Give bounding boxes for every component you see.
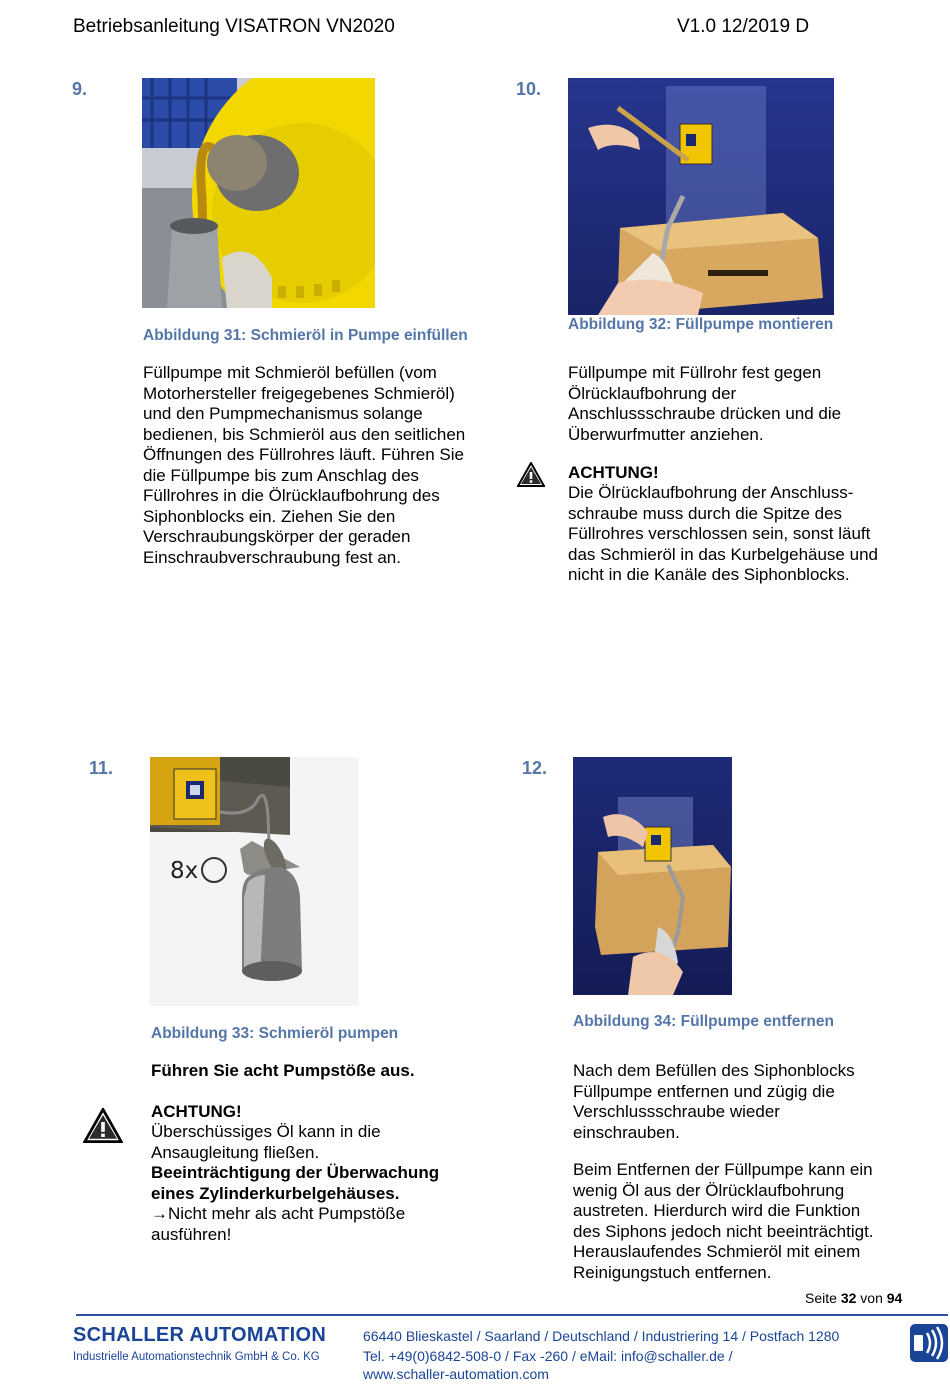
- document-version: V1.0 12/2019 D: [677, 16, 810, 37]
- company-subtitle: Industrielle Automationstechnik GmbH & Co. KG: [73, 1351, 320, 1363]
- pump-count-label: 8x: [170, 858, 199, 884]
- step-12-text: Nach dem Befüllen des Siphonblocks Füllpumpe entfernen und zügig die Verschlussschraube wieder einschrauben.: [573, 1061, 855, 1142]
- step-number-11: 11.: [89, 758, 114, 778]
- step-12-text-2: Beim Entfernen der Füllpumpe kann ein wenig Öl aus der Ölrücklaufbohrung austreten. Hierdurch wird die Funktion des Siphons jedoch nicht beeinträchtigt. Herauslaufendes Schmieröl mit einem Reinigungstuch entfernen.: [573, 1160, 874, 1282]
- warning-icon: [517, 462, 545, 487]
- page-number: Seite 32 von 94: [805, 1290, 903, 1306]
- step-11-warning-title: ACHTUNG!: [151, 1102, 242, 1121]
- footer-divider: [76, 1314, 948, 1316]
- step-10-warning-text: Die Ölrücklaufbohrung der Anschluss- schraube muss durch die Spitze des Füllrohres verschlossen sein, sonst läuft das Schmieröl in das Kurbelgehäuse und nicht in die Kanäle des Siphonblocks.: [568, 483, 878, 584]
- figure-caption-32: Abbildung 32: Füllpumpe montieren: [568, 316, 834, 333]
- step-10-warning-title: ACHTUNG!: [568, 463, 659, 482]
- step-11-warning-text: Überschüssiges Öl kann in die Ansaugleitung fließen. Beeinträchtigung der Überwachung eines Zylinderkurbelgehäuses. →Nicht mehr als acht Pumpstöße ausführen!: [151, 1122, 440, 1244]
- step-number-10: 10.: [516, 79, 542, 99]
- photo-pump-oil: [150, 757, 359, 1006]
- photo-remove-fill-pump: [573, 757, 732, 995]
- footer-contact: Tel. +49(0)6842-508-0 / Fax -260 / eMail: info@schaller.de /: [363, 1348, 733, 1364]
- schaller-logo-icon: [909, 1323, 949, 1363]
- figure-caption-33: Abbildung 33: Schmieröl pumpen: [151, 1025, 399, 1042]
- step-number-12: 12.: [522, 758, 548, 778]
- company-name: SCHALLER AUTOMATION: [73, 1324, 327, 1346]
- step-number-9: 9.: [72, 79, 88, 99]
- step-9-text: Füllpumpe mit Schmieröl befüllen (vom Motorhersteller freigegebenes Schmieröl) und den Pumpmechanismus solange bedienen, bis Schmieröl aus den seitlichen Öffnungen des Füllrohres läuft. Führen Sie die Füllpumpe bis zum Anschlag des Füllrohres in die Ölrücklaufbohrung des Siphonblocks ein. Ziehen Sie den Verschraubungskörper der geraden Einschraubverschraubung fest an.: [143, 363, 466, 567]
- document-title: Betriebsanleitung VISATRON VN2020: [73, 16, 395, 37]
- warning-icon: [83, 1108, 123, 1143]
- footer-website: www.schaller-automation.com: [363, 1366, 549, 1382]
- figure-caption-31: Abbildung 31: Schmieröl in Pumpe einfüllen: [143, 327, 468, 344]
- photo-oil-filling-pump: [142, 78, 375, 308]
- step-11-instruction: Führen Sie acht Pumpstöße aus.: [151, 1061, 415, 1080]
- figure-caption-34: Abbildung 34: Füllpumpe entfernen: [573, 1013, 834, 1030]
- photo-mount-fill-pump: [568, 78, 834, 315]
- step-10-text: Füllpumpe mit Füllrohr fest gegen Ölrücklaufbohrung der Anschlussschraube drücken und die Überwurfmutter anziehen.: [568, 363, 842, 444]
- footer-address: 66440 Blieskastel / Saarland / Deutschland / Industriering 14 / Postfach 1280: [363, 1328, 840, 1344]
